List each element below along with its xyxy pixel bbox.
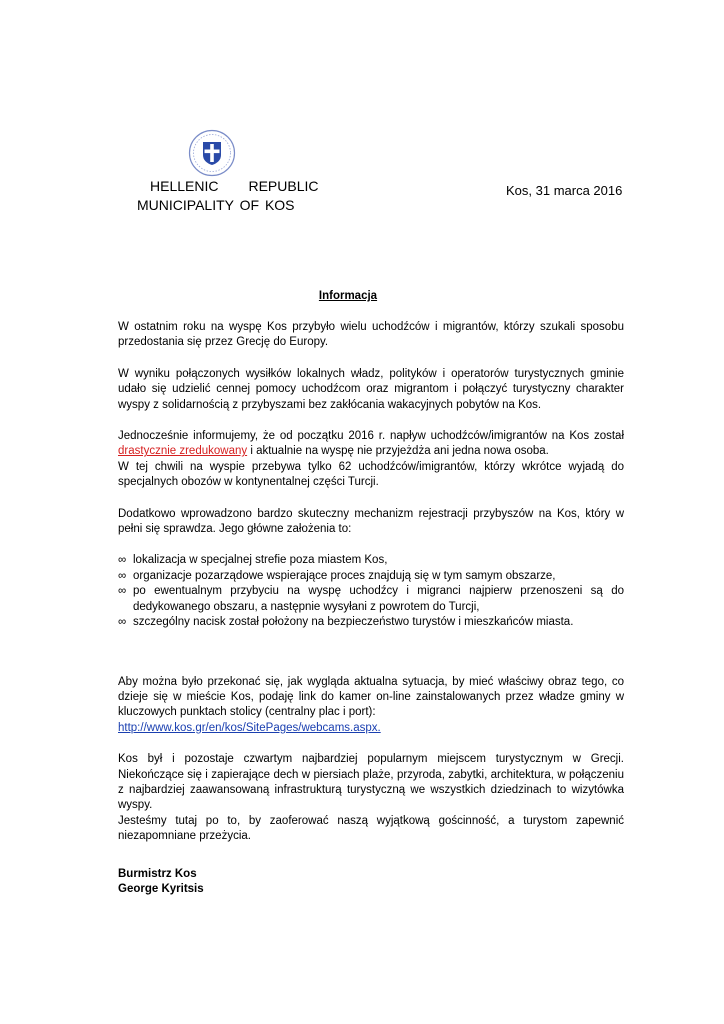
document-body [118,320,624,897]
infinity-bullet-icon: ∞ [118,616,127,629]
webcam-link-line [118,721,624,736]
bullet-list [118,553,624,630]
paragraph-6: Kos był i pozostaje czwartym najbardziej popularnym miejscem turystycznym w Grecji. Niekończące się i zapierające dech w piersiach plaże, przyroda, zabytki, architektura, w połączeniu z najbardziej zaawansowaną infrastrukturą turystyczną we wszystkich dziedzinach to wizytówka wyspy. [118,753,624,812]
infinity-bullet-icon: ∞ [118,554,127,567]
signature-title: Burmistrz Kos [118,867,197,880]
paragraph-3 [118,429,624,460]
paragraph-3-start: Jednocześnie informujemy, że od początku 2016 r. napływ uchodźców/imigrantów na Kos został [118,430,624,443]
paragraph-3b: W tej chwili na wyspie przebywa tylko 62 uchodźców/imigrantów, którzy wkrótce wyjadą do specjalnych obozów w kontynentalnej części Turcji. [118,460,624,489]
header-republic: REPUBLIC [248,178,319,194]
paragraph-7: Jesteśmy tutaj po to, by zaoferować naszą wyjątkową gościnność, a turystom zapewnić niezapomniane przeżycia. [118,814,624,843]
list-item-text: lokalizacja w specjalnej strefie poza miastem Kos, [133,554,388,567]
paragraph-5: Aby można było przekonać się, jak wygląda aktualna sytuacja, by mieć właściwy obraz tego, co dzieje się w mieście Kos, podaję link do kamer on-line zainstalowanych przez władze gminy w kluczowych punktach stolicy (centralny plac i port): [118,675,624,719]
greek-coat-of-arms-icon [188,129,236,177]
list-item [118,584,624,615]
header-line-1 [150,177,350,196]
webcam-link[interactable]: http://www.kos.gr/en/kos/SitePages/webcams.aspx. [118,721,381,734]
document-title-text: Informacja [318,290,378,302]
paragraph-4: Dodatkowo wprowadzono bardzo skuteczny mechanizm rejestracji przybyszów na Kos, który w pełni się sprawdza. Jego główne założenia to: [118,507,624,536]
highlighted-phrase: drastycznie zredukowany [118,445,248,458]
list-item [118,615,624,630]
paragraph-2: W wyniku połączonych wysiłków lokalnych władz, polityków i operatorów turystycznych gminie udało się udzielić cennej pomocy uchodźcom oraz migrantom i połączyć turystyczny charakter wyspy z solidarnością z przybyszami bez zakłócania wakacyjnych pobytów na Kos. [118,367,624,411]
signature-name: George Kyritsis [118,882,204,895]
paragraph-3-end: i aktualnie na wyspę nie przyjeżdża ani jedna nowa osoba. [247,445,549,458]
list-item-text: po ewentualnym przybyciu na wyspę uchodźcy i migranci najpierw przenoszeni są do dedykowanego obszaru, a następnie wysyłani z powrotem do Turcji, [133,585,624,613]
list-item-text: organizacje pozarządowe wspierające proces znajdują się w tym samym obszarze, [133,569,556,582]
document-title [0,290,724,302]
infinity-bullet-icon: ∞ [118,585,127,598]
list-item-text: szczególny nacisk został położony na bezpieczeństwo turystów i mieszkańców miasta. [133,616,574,629]
infinity-bullet-icon: ∞ [118,569,127,582]
list-item [118,553,624,568]
header-municipality: MUNICIPALITY OF KOS [137,197,295,213]
header-hellenic: HELLENIC [150,178,219,194]
paragraph-1: W ostatnim roku na wyspę Kos przybyło wielu uchodźców i migrantów, którzy szukali sposobu przedostania się przez Grecję do Europy. [118,321,624,349]
list-item [118,569,624,584]
letter-date: Kos, 31 marca 2016 [506,183,623,198]
spacer [118,647,624,675]
